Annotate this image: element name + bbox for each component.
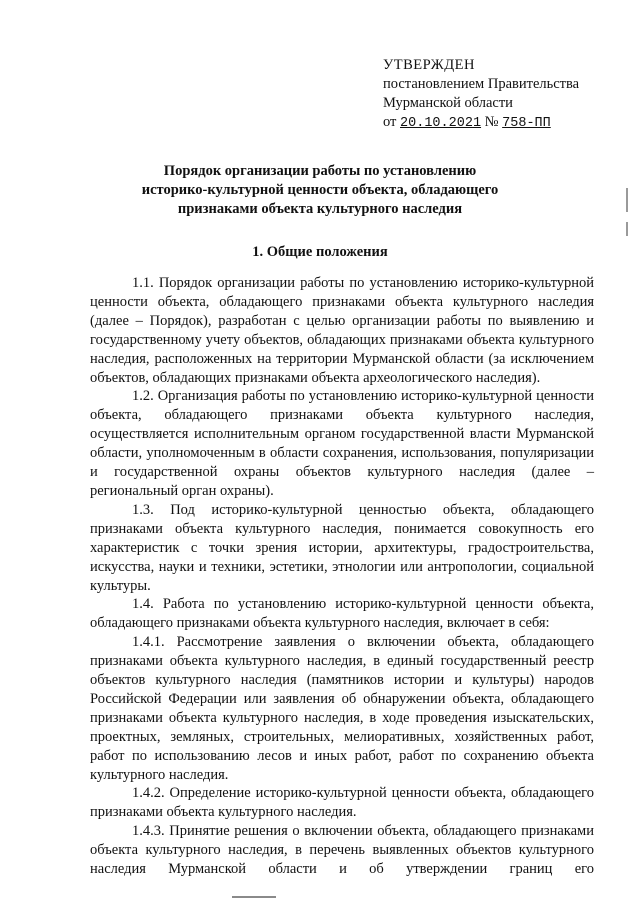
approval-date: 20.10.2021 xyxy=(400,116,482,131)
paragraph-1-4-2: 1.4.2. Определение историко-культурной ценности объекта, обладающего признаками объекта культурного наследия. xyxy=(90,785,594,821)
approval-block xyxy=(383,56,628,133)
paragraph-1-3: 1.3. Под историко-культурной ценностью объекта, обладающего признаками объекта культурного наследия, понимается совокупность его характеристик с точки зрения истории, архитектуры, градостроительства, искусства, науки и техники, эстетики, этнологии или антропологии, социальной культуры. xyxy=(90,501,594,594)
document-body xyxy=(90,274,594,879)
approval-number-sign: № xyxy=(484,114,499,130)
document-title xyxy=(60,162,580,219)
title-line-3: признаками объекта культурного наследия xyxy=(177,201,463,217)
paragraph-1-4-1: 1.4.1. Рассмотрение заявления о включении объекта, обладающего признаками объекта культурного наследия, в единый государственный реестр объектов культурного наследия (памятников истории и культуры) народов Российской Федерации или заявления об обнаружении объекта, обладающего признаками объекта культурного наследия, в ходе проведения изыскательских, проектных, земляных, строительных, мелиоративных, хозяйственных работ, работ по использованию лесов и иных работ, работ по сохранению объекта культурного наследия. xyxy=(90,634,594,783)
approval-date-line xyxy=(383,113,628,133)
section-heading: 1. Общие положения xyxy=(252,244,388,260)
paragraph-1-1: 1.1. Порядок организации работы по установлению историко-культурной ценности объекта, обладающего признаками объекта культурного наследия (далее – Порядок), разработан с целью организации работы по выявлению и государственному учету объектов, обладающих признаками объекта культурного наследия, расположенных на территории Мурманской области (за исключением объектов, обладающих признаками объекта археологического наследия). xyxy=(90,275,594,386)
approval-word: УТВЕРЖДЕН xyxy=(383,57,475,73)
approval-line-1: постановлением Правительства xyxy=(383,76,580,92)
title-line-2: историко-культурной ценности объекта, обладающего xyxy=(141,182,499,198)
approval-line-2: Мурманской области xyxy=(383,95,513,111)
title-line-1: Порядок организации работы по установлению xyxy=(163,163,477,179)
footer-mark xyxy=(232,896,276,898)
margin-mark xyxy=(626,222,628,236)
paragraph-1-4-3: 1.4.3. Принятие решения о включении объекта, обладающего признаками объекта культурного наследия, в перечень выявленных объектов культурного наследия Мурманской области и об утверждении границ его xyxy=(90,823,594,878)
paragraph-1-2: 1.2. Организация работы по установлению историко-культурной ценности объекта, обладающего признаками объекта культурного наследия, осуществляется исполнительным органом государственной власти Мурманской области, уполномоченным в области сохранения, использования, популяризации и государственной охраны объектов культурного наследия (далее – региональный орган охраны). xyxy=(90,388,594,499)
approval-number: 758-ПП xyxy=(502,116,551,131)
approval-prefix: от xyxy=(383,114,397,130)
margin-mark xyxy=(626,188,628,212)
paragraph-1-4: 1.4. Работа по установлению историко-культурной ценности объекта, обладающего признаками объекта культурного наследия, включает в себя: xyxy=(90,596,594,632)
